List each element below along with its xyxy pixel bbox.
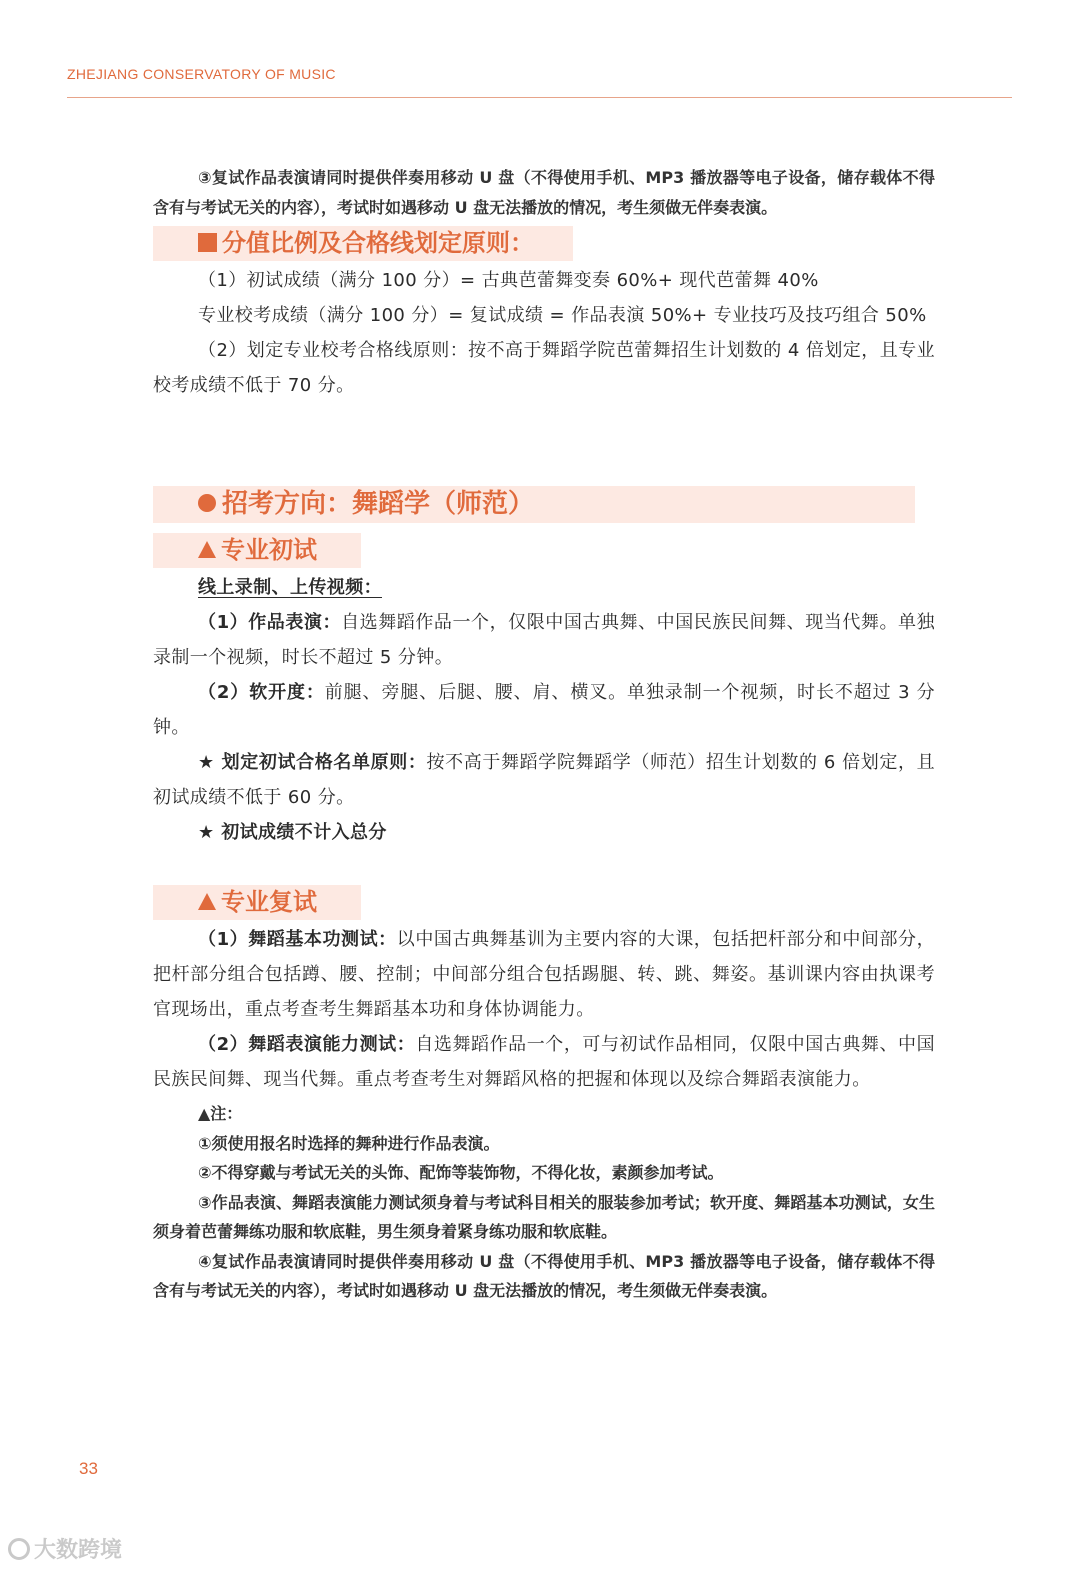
prelim-item-1-label: （1）作品表演： (198, 612, 342, 633)
prelim-item-1 (153, 605, 935, 675)
note-3: ③作品表演、舞蹈表演能力测试须身着与考试科目相关的服装参加考试；软开度、舞蹈基本功测试，女生须身着芭蕾舞练功服和软底鞋，男生须身着紧身练功服和软底鞋。 (153, 1192, 935, 1241)
running-header: ZHEJIANG CONSERVATORY OF MUSIC (67, 66, 336, 82)
retest-item-2 (153, 1027, 935, 1097)
prelim-heading (153, 533, 361, 568)
prelim-star-1 (153, 745, 935, 815)
note-4: ④复试作品表演请同时提供伴奏用移动 U 盘（不得使用手机、MP3 播放器等电子设备，储存载体不得含有与考试无关的内容），考试时如遇移动 U 盘无法播放的情况，考生须做无伴奏表演。 (153, 1251, 935, 1300)
prelim-item-2-label: （2）软开度： (198, 682, 325, 703)
note-2: ②不得穿戴与考试无关的头饰、配饰等装饰物，不得化妆，素颜参加考试。 (198, 1163, 724, 1182)
prelim-item-2 (153, 675, 935, 745)
prelim-item-1-text: 自选舞蹈作品一个，仅限中国古典舞、中国民族民间舞、现当代舞。单独录制一个视频，时长不超过 5 分钟。 (153, 612, 936, 668)
direction-heading (153, 486, 915, 523)
watermark (8, 1533, 122, 1564)
note-1: ①须使用报名时选择的舞种进行作品表演。 (198, 1133, 500, 1153)
retest-item-1-text: 以中国古典舞基训为主要内容的大课，包括把杆部分和中间部分，把杆部分组合包括蹲、腰、控制；中间部分组合包括踢腿、转、跳、舞姿。基训课内容由执课考官现场出，重点考查考生舞蹈基本功和身体协调能力。 (153, 929, 935, 1020)
circle-bullet-icon (198, 494, 216, 512)
score-line-1: （1）初试成绩（满分 100 分）= 古典芭蕾舞变奏 60%+ 现代芭蕾舞 40% (198, 270, 819, 291)
square-bullet-icon (198, 233, 217, 252)
direction-title: 招考方向：舞蹈学（师范） (222, 489, 535, 519)
retest-item-2-label: （2）舞蹈表演能力测试： (198, 1034, 416, 1055)
notes-heading: ▲注： (198, 1104, 243, 1123)
prelim-title: 专业初试 (221, 536, 317, 564)
prelim-item-2-text: 前腿、旁腿、后腿、腰、肩、横叉。单独录制一个视频，时长不超过 3 分钟。 (153, 682, 935, 738)
retest-item-2-text: 自选舞蹈作品一个，可与初试作品相同，仅限中国古典舞、中国民族民间舞、现当代舞。重点考查考生对舞蹈风格的把握和体现以及综合舞蹈表演能力。 (153, 1034, 936, 1090)
watermark-logo-icon (8, 1538, 30, 1560)
watermark-text: 大数跨境 (34, 1538, 123, 1563)
score-line-3: （2）划定专业校考合格线原则：按不高于舞蹈学院芭蕾舞招生计划数的 4 倍划定，且专业校考成绩不低于 70 分。 (153, 340, 935, 396)
header-rule (67, 97, 1012, 98)
top-note: ③复试作品表演请同时提供伴奏用移动 U 盘（不得使用手机、MP3 播放器等电子设备，储存载体不得含有与考试无关的内容），考试时如遇移动 U 盘无法播放的情况，考生须做无伴奏表演。 (153, 168, 935, 217)
retest-heading (153, 885, 361, 920)
retest-item-1 (153, 922, 935, 1027)
score-section-title: 分值比例及合格线划定原则： (222, 229, 534, 257)
prelim-star-1-text: 按不高于舞蹈学院舞蹈学（师范）招生计划数的 6 倍划定，且初试成绩不低于 60 分。 (153, 752, 935, 808)
prelim-subhead (153, 570, 935, 605)
prelim-subhead-text: 线上录制、上传视频： (198, 577, 382, 598)
triangle-bullet-icon (198, 541, 216, 558)
triangle-bullet-icon (198, 893, 216, 910)
page-content (153, 163, 935, 1306)
score-section-heading (153, 226, 573, 261)
prelim-star-2: ★ 初试成绩不计入总分 (198, 822, 387, 843)
score-line-2: 专业校考成绩（满分 100 分）= 复试成绩 = 作品表演 50%+ 专业技巧及技巧组合 50% (198, 305, 927, 326)
retest-item-1-label: （1）舞蹈基本功测试： (198, 929, 397, 950)
page-number: 33 (79, 1459, 98, 1478)
retest-title: 专业复试 (221, 888, 317, 916)
prelim-star-1-label: ★ 划定初试合格名单原则： (198, 752, 427, 773)
